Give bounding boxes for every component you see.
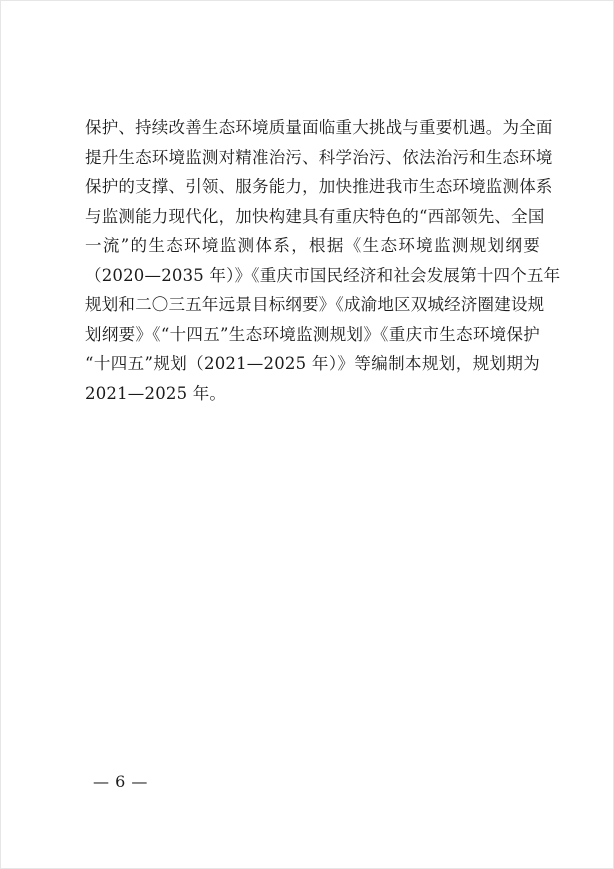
paragraph-line: 2021—2025 年。 <box>85 383 227 403</box>
paragraph-line: 一流”的生态环境监测体系，根据《生态环境监测规划纲要 <box>85 236 540 255</box>
paragraph-line: （2020—2035 年）》《重庆市国民经济和社会发展第十四个五年 <box>85 265 561 285</box>
paragraph-line: 与监测能力现代化，加快构建具有重庆特色的“西部领先、全国 <box>85 206 545 226</box>
paragraph-line: 保护、持续改善生态环境质量面临重大挑战与重要机遇。为全面 <box>85 118 553 137</box>
paragraph-line: 规划和二〇三五年远景目标纲要》《成渝地区双城经济圈建设规 <box>85 295 545 314</box>
paragraph-line: 提升生态环境监测对精准治污、科学治污、依法治污和生态环境 <box>85 147 553 167</box>
paragraph-line: 保护的支撑、引领、服务能力，加快推进我市生态环境监测体系 <box>85 177 553 196</box>
page-number: — 6 — <box>93 772 148 791</box>
body-paragraph <box>85 113 561 408</box>
paragraph-line: “十四五”规划（2021—2025 年）》等编制本规划，规划期为 <box>85 354 540 373</box>
paragraph-line: 划纲要》《“十四五”生态环境监测规划》《重庆市生态环境保护 <box>85 324 540 344</box>
